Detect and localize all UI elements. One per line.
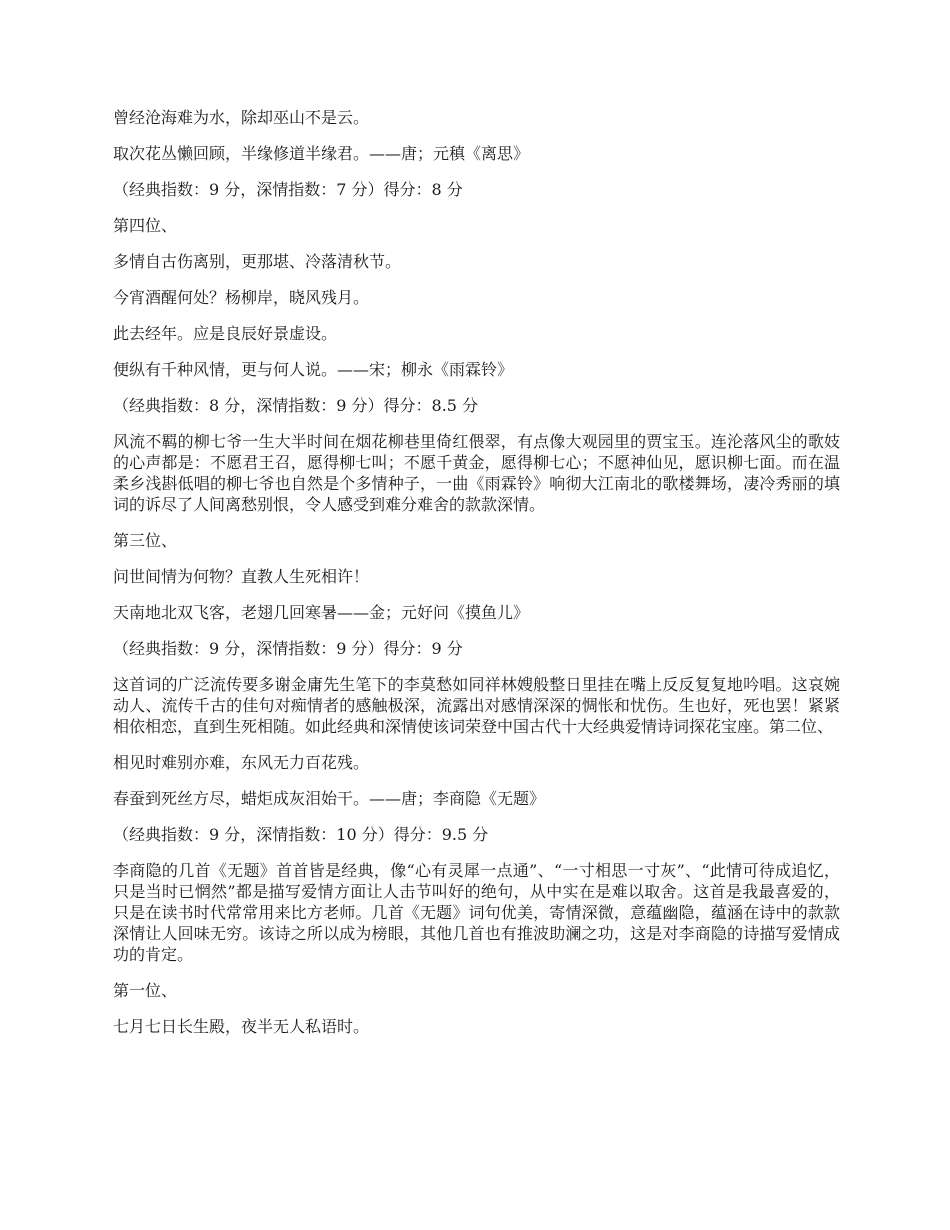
poem-line: 此去经年。应是良辰好景虚设。 [113,324,338,343]
score-line: （经典指数：8 分，深情指数：9 分）得分：8.5 分 [113,396,479,415]
poem-line-attribution: 便纵有千种风情，更与何人说。——宋；柳永《雨霖铃》 [113,360,514,379]
score-line: （经典指数：9 分，深情指数：10 分）得分：9.5 分 [113,825,489,844]
poem-line: 七月七日长生殿，夜半无人私语时。 [113,1017,370,1036]
score-line: （经典指数：9 分，深情指数：9 分）得分：9 分 [113,639,463,658]
commentary-paragraph: 风流不羁的柳七爷一生大半时间在烟花柳巷里倚红偎翠，有点像大观园里的贾宝玉。连沦落风尘的歌妓的心声都是：不愿君王召，愿得柳七叫；不愿千黄金，愿得柳七心；不愿神仙见，愿识柳七面。而在温柔乡浅斟低唱的柳七爷也自然是个多情种子，一曲《雨霖铃》响彻大江南北的歌楼舞场，凄冷秀丽的填词的诉尽了人间离愁别恨，令人感受到难分难舍的款款深情。 [113,432,840,514]
poem-line-attribution: 春蚕到死丝方尽，蜡炬成灰泪始干。——唐；李商隐《无题》 [113,789,546,808]
poem-line: 多情自古伤离别，更那堪、冷落清秋节。 [113,252,402,271]
commentary-paragraph: 这首词的广泛流传要多谢金庸先生笔下的李莫愁如同祥林嫂般整日里挂在嘴上反反复复地吟唱。这哀婉动人、流传千古的佳句对痴情者的感触极深，流露出对感情深深的惆怅和忧伤。生也好，死也罢！紧紧相依相恋，直到生死相随。如此经典和深情使该词荣登中国古代十大经典爱情诗词探花宝座。第二位、 [113,675,840,736]
commentary-paragraph: 李商隐的几首《无题》首首皆是经典，像“心有灵犀一点通”、“一寸相思一寸灰”、“此情可待成追忆，只是当时已惘然”都是描写爱情方面让人击节叫好的绝句，从中实在是难以取舍。这首是我最喜爱的，只是在读书时代常常用来比方老师。几首《无题》词句优美，寄情深微，意蕴幽隐，蕴涵在诗中的款款深情让人回味无穷。该诗之所以成为榜眼，其他几首也有推波助澜之功，这是对李商隐的诗描写爱情成功的肯定。 [113,861,840,964]
rank-heading: 第四位、 [113,216,178,235]
poem-line: 问世间情为何物？直教人生死相许！ [113,567,370,586]
poem-line: 今宵酒醒何处？杨柳岸，晓风残月。 [113,288,370,307]
rank-heading: 第三位、 [113,531,178,550]
document-body [113,107,840,1052]
rank-heading: 第一位、 [113,981,178,1000]
poem-line: 曾经沧海难为水，除却巫山不是云。 [113,108,370,127]
poem-line: 相见时难别亦难，东风无力百花残。 [113,753,370,772]
poem-line-attribution: 取次花丛懒回顾，半缘修道半缘君。——唐；元稹《离思》 [113,144,530,163]
score-line: （经典指数：9 分，深情指数：7 分）得分：8 分 [113,180,463,199]
poem-line-attribution: 天南地北双飞客，老翅几回寒暑——金；元好问《摸鱼儿》 [113,603,530,622]
